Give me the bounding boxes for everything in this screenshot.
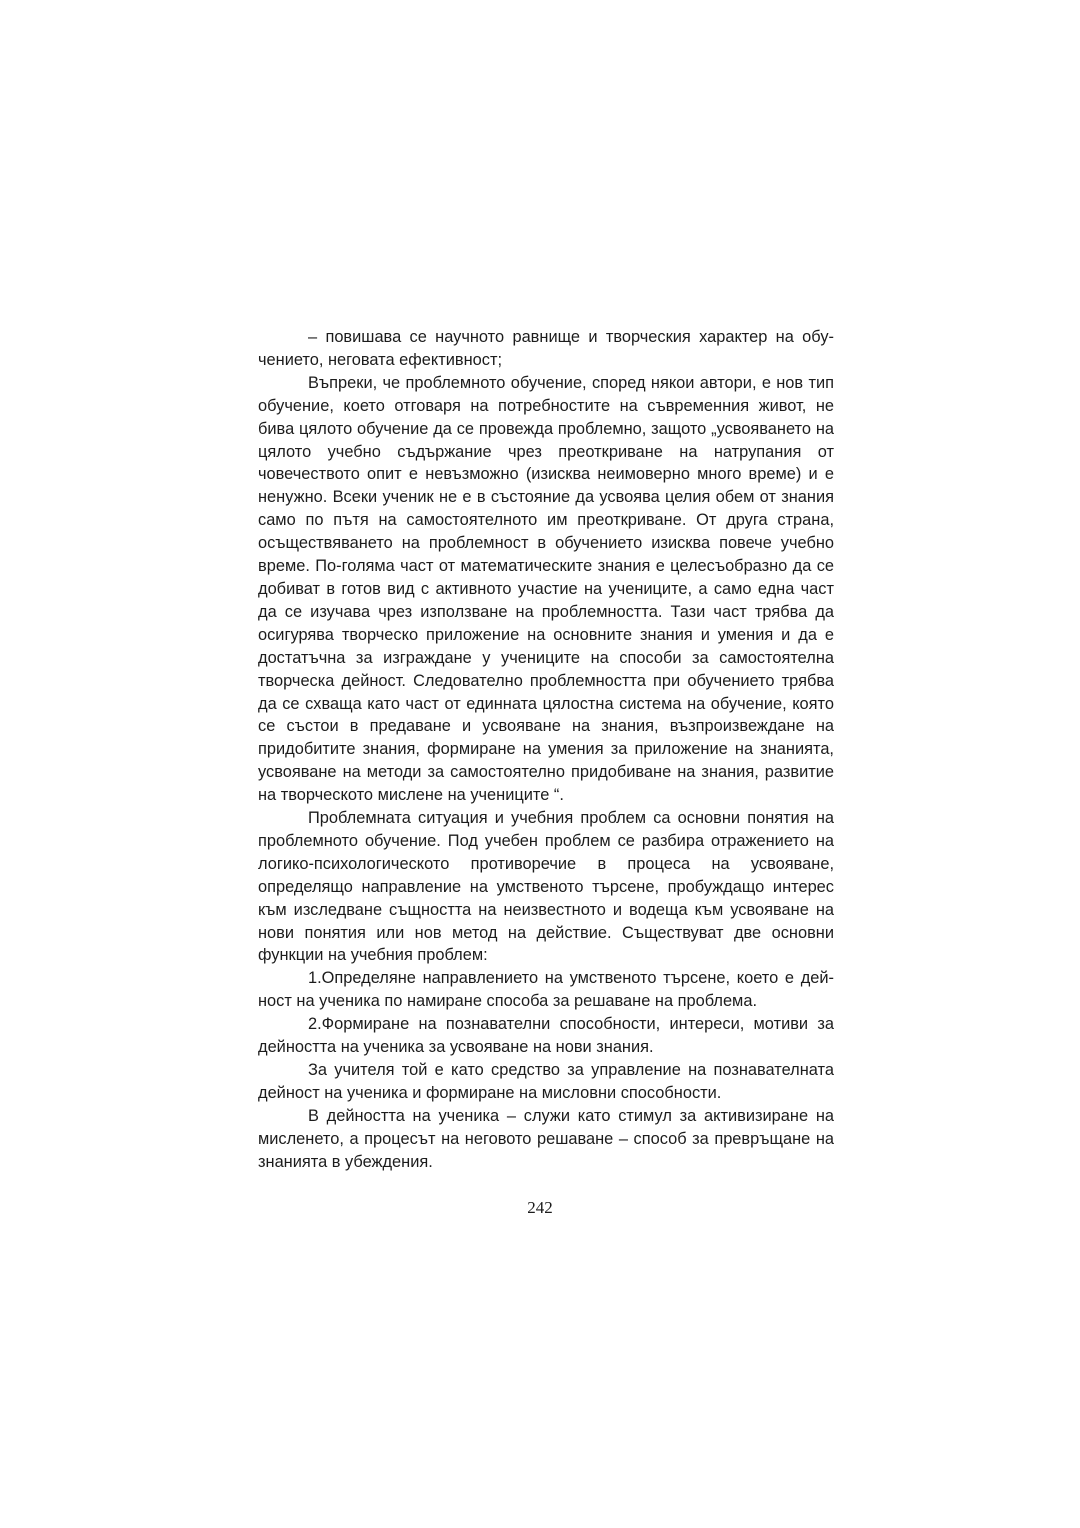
paragraph-2: Въпреки, че проблемното обучение, според някои автори, е нов тип обучение, което отговаря на потребностите на съвременния живот, не бива цялото обучение да се провежда проблемно, защото „усвояването на цялото учебно съдържание чрез преоткриване на натрупания от човечеството опит е невъзможно (изисква неимоверно много време) и е ненужно. Всеки ученик не е в състояние да усвоява целия обем от знания само по пътя на самостоятелното им преоткриване. От друга страна, осъществяването на проблемност в обучението изисква повече учебно време. По-голяма част от математическите знания е целесъобразно да се добиват в готов вид с активното участие на учениците, а само една част да се изучава чрез използване на проблемността. Тази част трябва да осигурява творческо приложение на основните знания и умения и да е достатъчна за изграждане у учениците на способи за самостоятелна творческа дейност. Следователно проблемността при обучението трябва да се схваща като част от единната цялостна система на обучение, която се състои в предаване и усвояване на знания, възпроизвеждане на придобитите знания, формиране на умения за приложение на знанията, усвояване на методи за самостоятелно придобиване на знания, развитие на творческото мислене на учениците “. xyxy=(258,373,834,805)
paragraph-1: – повишава се научното равнище и творческия характер на обучението, неговата ефективност; xyxy=(258,328,834,369)
paragraph-5: 2.Формиране на познавателни способности, интереси, мотиви за дейността на ученика за усвояване на нови знания. xyxy=(258,1015,834,1057)
paragraph-3: Проблемната ситуация и учебния проблем са основни понятия на проблемното обучение. Под учебен проблем се разбира отражението на логико-психологическото противоречие в процеса на усвояване, определящо направление на умственото търсене, пробуждащо интерес към изследване същността на неизвестното и водеща към усвояване на нови понятия или нов метод на действие. Съществуват две основни функции на учебния проблем: xyxy=(258,809,834,965)
page-number: 242 xyxy=(527,1198,553,1217)
paragraph-7: В дейността на ученика – служи като стимул за активизиране на мисленето, а процесът на неговото решаване – способ за превръщане на знанията в убеждения. xyxy=(258,1106,834,1171)
body-text xyxy=(258,326,834,1174)
paragraph-4: 1.Определяне направлението на умственото търсене, което е дейност на ученика по намиране способа за решаване на проблема. xyxy=(258,969,834,1011)
paragraph-6: За учителя той е като средство за управление на познавателната дейност на ученика и формиране на мисловни способности. xyxy=(258,1061,834,1102)
